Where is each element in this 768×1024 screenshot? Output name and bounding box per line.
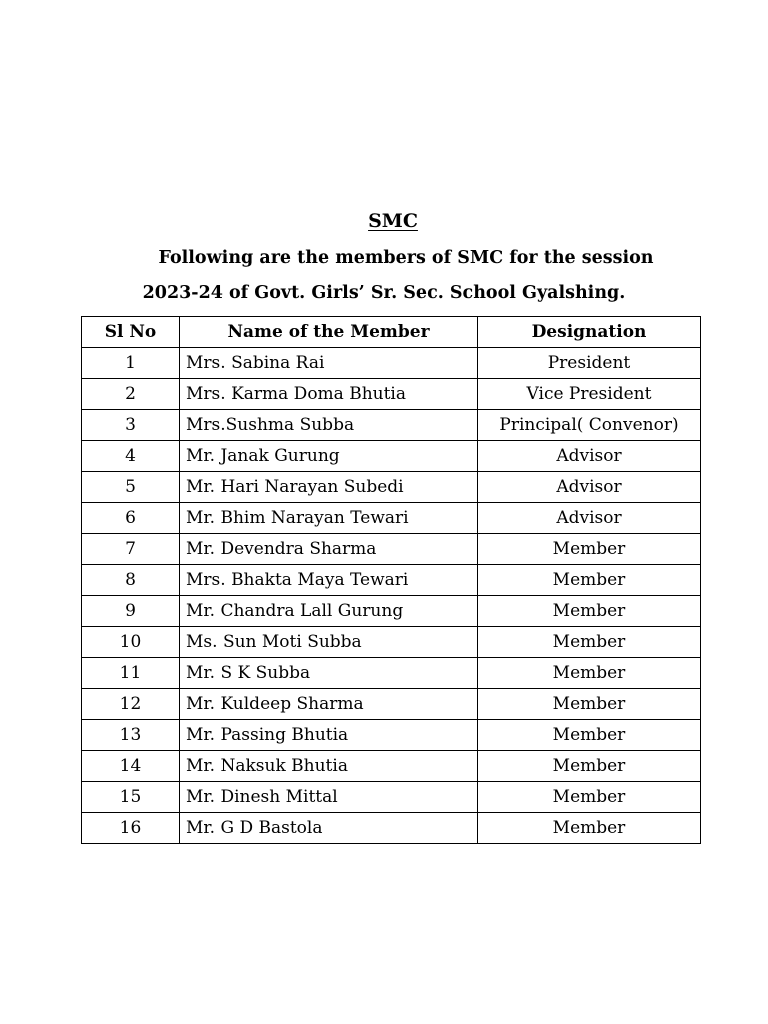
row-sl-no: 1	[82, 348, 180, 379]
row-member-name: Mrs. Sabina Rai	[180, 348, 478, 379]
row-sl-no: 3	[82, 410, 180, 441]
row-member-name: Mr. Hari Narayan Subedi	[180, 472, 478, 503]
row-sl-no: 8	[82, 565, 180, 596]
intro-line-2: 2023-24 of Govt. Girls’ Sr. Sec. School Gyalshing.	[142, 283, 626, 303]
row-sl-no: 9	[82, 596, 180, 627]
row-designation: Advisor	[478, 503, 701, 534]
row-designation: President	[478, 348, 701, 379]
table-row	[82, 379, 701, 410]
header-designation: Designation	[478, 317, 701, 348]
row-sl-no: 10	[82, 627, 180, 658]
row-designation: Member	[478, 596, 701, 627]
row-member-name: Mr. Chandra Lall Gurung	[180, 596, 478, 627]
row-member-name: Ms. Sun Moti Subba	[180, 627, 478, 658]
row-sl-no: 11	[82, 658, 180, 689]
row-sl-no: 15	[82, 782, 180, 813]
table-header-row	[82, 317, 701, 348]
page-title: SMC	[368, 210, 418, 232]
header-member-name: Name of the Member	[180, 317, 478, 348]
table-row	[82, 627, 701, 658]
row-member-name: Mrs.Sushma Subba	[180, 410, 478, 441]
table-row	[82, 751, 701, 782]
members-table	[81, 316, 701, 844]
row-designation: Member	[478, 565, 701, 596]
row-member-name: Mr. Passing Bhutia	[180, 720, 478, 751]
row-member-name: Mr. Kuldeep Sharma	[180, 689, 478, 720]
row-sl-no: 5	[82, 472, 180, 503]
row-designation: Member	[478, 720, 701, 751]
row-sl-no: 16	[82, 813, 180, 844]
row-sl-no: 14	[82, 751, 180, 782]
row-member-name: Mr. Dinesh Mittal	[180, 782, 478, 813]
table-row	[82, 782, 701, 813]
row-designation: Member	[478, 751, 701, 782]
table-row	[82, 565, 701, 596]
table-row	[82, 348, 701, 379]
row-designation: Principal( Convenor)	[478, 410, 701, 441]
row-designation: Member	[478, 689, 701, 720]
row-member-name: Mr. Naksuk Bhutia	[180, 751, 478, 782]
row-designation: Member	[478, 627, 701, 658]
row-designation: Member	[478, 534, 701, 565]
table-row	[82, 813, 701, 844]
row-member-name: Mr. G D Bastola	[180, 813, 478, 844]
row-sl-no: 2	[82, 379, 180, 410]
row-member-name: Mr. Bhim Narayan Tewari	[180, 503, 478, 534]
row-sl-no: 7	[82, 534, 180, 565]
table-row	[82, 410, 701, 441]
table-row	[82, 658, 701, 689]
table-row	[82, 441, 701, 472]
table-row	[82, 503, 701, 534]
row-member-name: Mr. Janak Gurung	[180, 441, 478, 472]
row-sl-no: 13	[82, 720, 180, 751]
row-member-name: Mrs. Bhakta Maya Tewari	[180, 565, 478, 596]
row-designation: Advisor	[478, 472, 701, 503]
row-designation: Advisor	[478, 441, 701, 472]
table-row	[82, 720, 701, 751]
row-member-name: Mr. Devendra Sharma	[180, 534, 478, 565]
row-designation: Member	[478, 813, 701, 844]
row-sl-no: 12	[82, 689, 180, 720]
row-sl-no: 6	[82, 503, 180, 534]
table-row	[82, 596, 701, 627]
intro-line-1: Following are the members of SMC for the session	[158, 248, 654, 268]
members-table-body	[82, 348, 701, 844]
row-member-name: Mr. S K Subba	[180, 658, 478, 689]
table-row	[82, 472, 701, 503]
row-member-name: Mrs. Karma Doma Bhutia	[180, 379, 478, 410]
table-row	[82, 689, 701, 720]
row-designation: Vice President	[478, 379, 701, 410]
row-designation: Member	[478, 658, 701, 689]
row-designation: Member	[478, 782, 701, 813]
row-sl-no: 4	[82, 441, 180, 472]
header-sl-no: Sl No	[82, 317, 180, 348]
table-row	[82, 534, 701, 565]
